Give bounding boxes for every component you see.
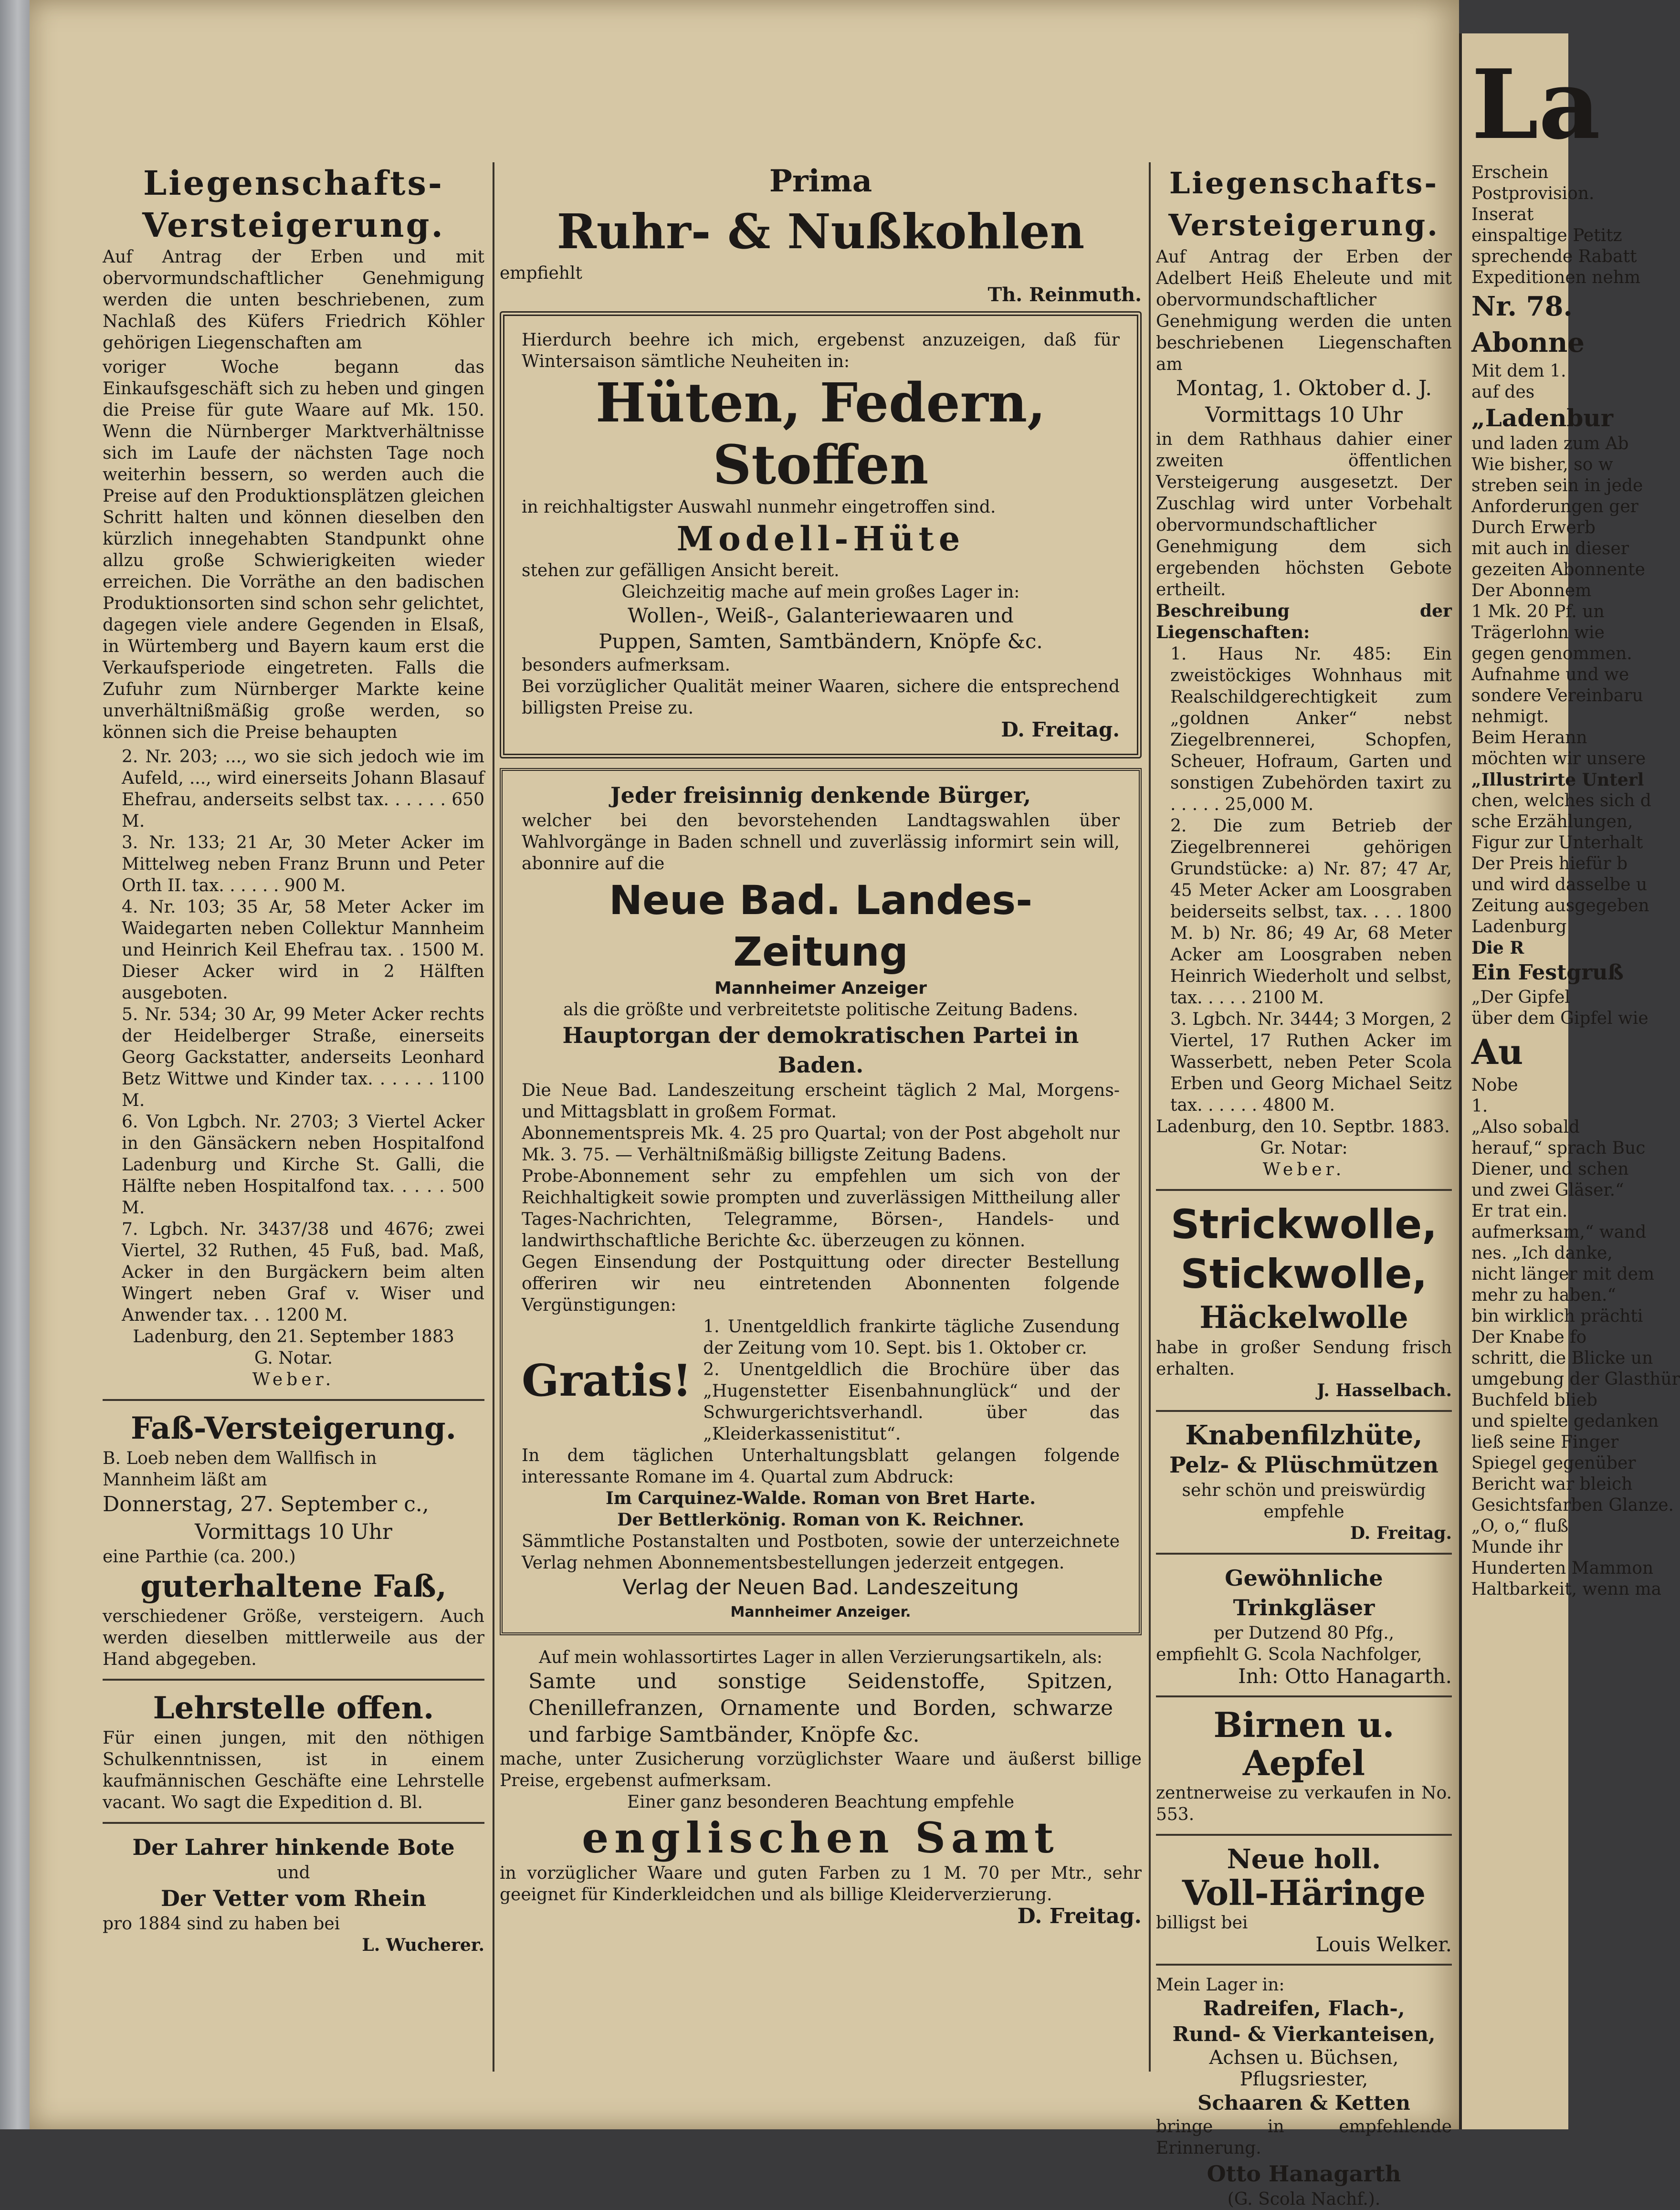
ad-line: per Dutzend 80 Pfg.,	[1213, 1623, 1395, 1643]
ad-text: Für einen jungen, mit den nöthigen Schulkenntnissen, ist in einem kaufmännischen Geschäfte eine Lehrstelle vacant. Wo sagt die Expedition d. Bl.	[103, 1728, 484, 1812]
ad-headline: Hüten, Federn, Stoffen	[595, 372, 1046, 496]
ad-office: G. Notar.	[254, 1348, 333, 1368]
fragment-line: nehmigt.	[1471, 707, 1549, 726]
fragment-line: auf des	[1471, 382, 1535, 402]
issue-number: Nr. 78.	[1471, 291, 1573, 322]
ad-signature: Weber.	[1262, 1160, 1345, 1179]
fragment-line: „Illustrirte Unterl	[1471, 770, 1644, 790]
fragment-line: gegen genommen.	[1471, 644, 1632, 663]
adjacent-page-fragment	[1459, 33, 1680, 2129]
fragment-line: Nobe	[1471, 1075, 1518, 1095]
ad-line: Mein Lager in:	[1156, 1975, 1285, 1995]
ad-item: Rund- & Vierkanteisen,	[1172, 2022, 1436, 2046]
ad-item: Achsen u. Büchsen, Pflugsriester,	[1209, 2047, 1399, 2090]
newspaper-subtitle: Mannheimer Anzeiger	[714, 979, 927, 998]
ad-date: Ladenburg, den 21. September 1883	[133, 1327, 454, 1347]
ad-headline: Voll-Häringe	[1182, 1873, 1426, 1913]
fragment-line: Figur zur Unterhalt	[1471, 833, 1643, 852]
fragment-line: Aufnahme und we	[1471, 665, 1629, 684]
ad-line: Probe-Abonnement sehr zu empfehlen um sich von der Reichhaltigkeit sowie prompten und zuverlässigen Mittheilung aller Tages-Nachrichten, Telegramme, Börsen-, Handels- und landwirthschaftliche Berichte &c. überzeugen zu können.	[522, 1167, 1120, 1251]
fragment-line: Erschein	[1471, 163, 1549, 182]
ad-line: B. Loeb neben dem Wallfisch in	[103, 1449, 377, 1468]
fragment-line: Ladenburg	[1471, 917, 1567, 937]
fragment-line: herauf,“ sprach Buc	[1471, 1138, 1646, 1158]
fragment-line: „O, o,“ fluß	[1471, 1516, 1569, 1536]
ad-office: Gr. Notar:	[1260, 1138, 1348, 1158]
ad-line: zentnerweise zu verkaufen in No. 553.	[1156, 1783, 1452, 1824]
ad-date-line: Donnerstag, 27. September c.,	[103, 1492, 429, 1516]
property-item: 4. Nr. 103; 35 Ar, 58 Meter Acker im Waidegarten neben Collektur Mannheim und Heinrich Keil Ehefrau tax. . 1500 M. Dieser Acker wird in 2 Hälften ausgeboten.	[122, 897, 484, 1003]
column-left	[103, 162, 484, 1956]
binding-strip	[0, 0, 30, 2129]
property-item: 2. Nr. 203; ..., wo sie sich jedoch wie im Aufeld, ..., wird einerseits Johann Blasauf Ehefrau, anderseits selbst tax. . . . . . 650 M.	[122, 747, 484, 831]
ad-line: und	[277, 1863, 310, 1883]
fragment-line: 1.	[1471, 1096, 1488, 1116]
ad-line: Bei vorzüglicher Qualität meiner Waaren, sichere die entsprechend billigsten Preise zu.	[522, 677, 1120, 718]
herring-ad	[1156, 1844, 1452, 1955]
fragment-line: Wie bisher, so w	[1471, 455, 1613, 474]
ad-line: verschiedener Größe, versteigern. Auch werden dieselben mittlerweile aus der Hand abgegeben.	[103, 1607, 484, 1669]
fragment-line: „Also sobald	[1471, 1117, 1580, 1137]
ad-date-line: Montag, 1. Oktober d. J.	[1176, 376, 1432, 400]
ad-line: welcher bei den bevorstehenden Landtagswahlen über Wahlvorgänge in Baden schnell und zuverlässig informirt sein will, abonnire auf die	[522, 811, 1120, 873]
ad-title: Lehrstelle offen.	[153, 1690, 434, 1726]
fragment-heading: Ein Festgruß	[1471, 960, 1624, 985]
almanac-ad	[103, 1832, 484, 1956]
ad-time-line: Vormittags 10 Uhr	[195, 1520, 392, 1544]
fragment-line: Expeditionen nehm	[1471, 268, 1641, 287]
ad-line: Auf mein wohlassortirtes Lager in allen Verzierungsartikeln, als:	[539, 1648, 1102, 1667]
ad-line: Die Neue Bad. Landeszeitung erscheint täglich 2 Mal, Morgens- und Mittagsblatt in großem Format.	[522, 1081, 1120, 1122]
ad-title: Der Lahrer hinkende Bote	[132, 1834, 455, 1860]
column-middle	[500, 162, 1142, 1927]
ad-line: sehr schön und preiswürdig empfehle	[1182, 1481, 1426, 1522]
ad-overlay-text: voriger Woche begann das Einkaufsgeschäft sich zu heben und gingen die Preise für gute Waare auf Mk. 150. Wenn die Nürnberger Marktverhältnisse sich im Laufe der nächsten Tage noch weiterhin bessern, so werden auch die Preise auf den Produktionsplätzen gleichen Schritt halten und können dieselben den kürzlich innegehabten Standpunkt ohne allzu große Schwierigkeiten wieder erreichen. Die Vorräthe an den badischen Produktionsorten sind schon sehr gelichtet, dagegen viele andere Gegenden in Elsaß, in Würtemberg und Bayern kaum erst die Verkaufsperiode eingetreten. Falls die Zufuhr zum Nürnberger Markte keine unverhältnißmäßig große werden, so können sich die Preise behaupten	[103, 358, 484, 742]
ad-line: pro 1884 sind zu haben bei	[103, 1914, 340, 1934]
column-rule	[493, 162, 494, 2072]
gratis-label: Gratis!	[522, 1355, 692, 1406]
fragment-line: Hunderten Mammon	[1471, 1558, 1654, 1578]
glasses-ad	[1156, 1563, 1452, 1687]
ad-intro: Auf Antrag der Erben der Adelbert Heiß Eheleute und mit obervormundschaftlicher Genehmigung werden die unten beschriebenen Liegenschaften am	[1156, 247, 1452, 374]
fragment-line: Beim Herann	[1471, 728, 1587, 747]
barrel-auction-ad	[103, 1410, 484, 1670]
fragment-line: Der Preis hiefür b	[1471, 854, 1628, 873]
ad-line: Einer ganz besonderen Beachtung empfehle	[627, 1792, 1015, 1812]
ad-line: in dem Rathhaus dahier einer zweiten öffentlichen Versteigerung ausgesetzt. Der Zuschlag wird unter Vorbehalt obervormundschaftlicher Genehmigung dem sich ergebenden höchsten Gebote ertheilt.	[1156, 430, 1452, 600]
ad-title: Gewöhnliche Trinkgläser	[1225, 1565, 1383, 1621]
ad-signature: Inh: Otto Hanagarth.	[1238, 1664, 1452, 1688]
ad-title-2: Versteigerung.	[1168, 208, 1439, 242]
ad-signature: Th. Reinmuth.	[987, 284, 1142, 306]
ad-signature-2: (G. Scola Nachf.).	[1227, 2189, 1381, 2209]
ad-intro: Auf Antrag der Erben und mit obervormundschaftlicher Genehmigung werden die unten beschriebenen, zum Nachlaß des Küfers Friedrich Köhler gehörigen Liegenschaften am	[103, 247, 484, 353]
fragment-line: und laden zum Ab	[1471, 434, 1629, 453]
fragment-line: sche Erzählungen,	[1471, 812, 1633, 831]
coal-ad	[500, 162, 1142, 305]
property-item: 3. Nr. 133; 21 Ar, 30 Meter Acker im Mittelweg neben Franz Brunn und Peter Orth II. tax. . . . . . 900 M.	[122, 833, 484, 895]
ad-line: besonders aufmerksam.	[522, 655, 731, 675]
gratis-list	[703, 1316, 1120, 1445]
ad-headline: guterhaltene Faß,	[140, 1568, 447, 1604]
fragment-line: Gesichtsfarben Glanze.	[1471, 1495, 1674, 1515]
ad-prima: Prima	[769, 163, 872, 199]
wool-ad	[1156, 1200, 1452, 1401]
ad-signature: Louis Welker.	[1315, 1933, 1452, 1956]
fragment-heading: Abonne	[1471, 327, 1585, 358]
fragment-line: sondere Vereinbaru	[1471, 686, 1643, 705]
ad-time-line: Vormittags 10 Uhr	[1205, 403, 1403, 427]
freitag-millinery-ad	[500, 311, 1142, 758]
divider	[1156, 1964, 1452, 1966]
publisher-line: Verlag der Neuen Bad. Landeszeitung	[622, 1575, 1019, 1600]
ad-subheadline: Modell-Hüte	[676, 519, 965, 558]
novel-2: Der Bettlerkönig. Roman von K. Reichner.	[617, 1510, 1024, 1530]
ad-line: In dem täglichen Unterhaltungsblatt gelangen folgende interessante Romane im 4. Quartal zum Abdruck:	[522, 1446, 1120, 1487]
divider	[1156, 1189, 1452, 1191]
fragment-line: nes. „Ich danke,	[1471, 1243, 1613, 1263]
ad-signature: J. Hasselbach.	[1317, 1380, 1452, 1400]
fragment-line: schritt, die Blicke un	[1471, 1348, 1653, 1368]
property-auction-ad-2	[1156, 162, 1452, 1180]
ad-title: Liegenschafts-	[1169, 166, 1439, 200]
property-item: 1. Haus Nr. 485: Ein zweistöckiges Wohnhaus mit Realschildgerechtigkeit zum „goldnen Anker“ nebst Ziegelbrennerei, Schopfen, Scheuer, Hofraum, Garten und sonstigen Zubehörden taxirt zu . . . . . 25,000 M.	[1170, 644, 1452, 814]
ad-signature: D. Freitag.	[1001, 718, 1120, 741]
column-right	[1156, 162, 1452, 2210]
ad-signature: D. Freitag.	[1350, 1523, 1452, 1543]
ad-headline: englischen Samt	[582, 1813, 1060, 1863]
ad-line: Gleichzeitig mache auf mein großes Lager in:	[621, 582, 1020, 602]
fragment-line: Er trat ein.	[1471, 1201, 1568, 1221]
novel-1: Im Carquinez-Walde. Roman von Bret Harte.	[606, 1488, 1036, 1508]
ad-line: Wollen-, Weiß-, Galanteriewaaren und	[628, 604, 1014, 627]
fragment-heading: Au	[1471, 1031, 1523, 1072]
divider	[1156, 1834, 1452, 1836]
ad-title: Faß-Versteigerung.	[130, 1410, 457, 1446]
ad-line: Sämmtliche Postanstalten und Postboten, sowie der unterzeichnete Verlag nehmen Abonnementsbestellungen jederzeit entgegen.	[522, 1532, 1120, 1573]
ad-line: stehen zur gefälligen Ansicht bereit.	[522, 561, 840, 580]
fragment-line: und wird dasselbe u	[1471, 875, 1648, 895]
fragment-line: Trägerlohn wie	[1471, 623, 1605, 642]
ad-line: als die größte und verbreitetste politische Zeitung Badens.	[563, 1000, 1078, 1020]
property-item: 5. Nr. 534; 30 Ar, 99 Meter Acker rechts der Heidelberger Straße, einerseits Georg Gackstatter, anderseits Leonhard Betz Wittwe und Kinder tax. . . . . . 1100 M.	[122, 1005, 484, 1110]
property-list	[103, 746, 484, 1326]
ad-line: habe in großer Sendung frisch erhalten.	[1156, 1338, 1452, 1379]
fragment-line: chen, welches sich d	[1471, 791, 1651, 810]
fragment-line: und zwei Gläser.“	[1471, 1180, 1624, 1200]
newspaper-name: Neue Bad. Landes-Zeitung	[609, 877, 1033, 975]
fragment-heading: „Ladenbur	[1471, 404, 1614, 432]
divider	[1156, 1410, 1452, 1412]
ad-date: Ladenburg, den 10. Septbr. 1883.	[1156, 1117, 1450, 1137]
ad-line: empfiehlt	[500, 263, 582, 283]
ad-line: Mannheim läßt am	[103, 1470, 267, 1490]
ad-headline: Ruhr- & Nußkohlen	[556, 203, 1085, 260]
divider	[1156, 1695, 1452, 1697]
ad-line: in vorzüglicher Waare und guten Farben zu 1 M. 70 per Mtr., sehr geeignet für Kinderkleidchen und als billige Kleiderverzierung.	[500, 1863, 1142, 1905]
ad-item: Schaaren & Ketten	[1197, 2091, 1410, 2115]
ad-title-2: Versteigerung.	[142, 205, 445, 245]
fruit-ad	[1156, 1706, 1452, 1825]
fragment-line: über dem Gipfel wie	[1471, 1009, 1648, 1028]
fragment-line: Inserat	[1471, 205, 1534, 224]
fragment-line: Durch Erwerb	[1471, 518, 1596, 537]
fragment-line: Bericht war bleich	[1471, 1474, 1633, 1494]
ad-subheading: Beschreibung der Liegenschaften:	[1156, 601, 1452, 642]
column-rule	[1149, 162, 1151, 2072]
ad-line: bringe in empfehlende Erinnerung.	[1156, 2117, 1452, 2158]
property-auction-ad-1	[103, 162, 484, 1390]
ad-intro: Hierdurch beehre ich mich, ergebenst anzuzeigen, daß für Wintersaison sämtliche Neuheiten in:	[522, 330, 1120, 371]
hats-ad	[1156, 1421, 1452, 1544]
ad-headline: Häckelwolle	[1199, 1300, 1408, 1336]
ad-item: Radreifen, Flach-,	[1203, 1997, 1405, 2020]
divider	[103, 1822, 484, 1824]
fragment-line: möchten wir unsere	[1471, 749, 1646, 768]
ad-signature: L. Wucherer.	[362, 1935, 484, 1955]
ad-line: Abonnementspreis Mk. 4. 25 pro Quartal; von der Post abgeholt nur Mk. 3. 75. — Verhältnißmäßig billigste Zeitung Badens.	[522, 1124, 1120, 1165]
ad-line: Gegen Einsendung der Postquittung oder directer Bestellung offeriren wir neu eintretenden Abonnenten folgende Vergünstigungen:	[522, 1252, 1120, 1315]
fragment-line: Die R	[1471, 938, 1524, 958]
fragment-line: Spiegel gegenüber	[1471, 1453, 1636, 1473]
property-item: 7. Lgbch. Nr. 3437/38 und 4676; zwei Viertel, 32 Ruthen, 45 Fuß, bad. Maß, Acker in den Burgäckern beim alten Wingert neben Graf v. Wiser und Anwender tax. . . 1200 M.	[122, 1220, 484, 1325]
fragment-line: Haltbarkeit, wenn ma	[1471, 1579, 1662, 1599]
fragment-line: mit auch in dieser	[1471, 539, 1629, 558]
fragment-line: und spielte gedanken	[1471, 1411, 1659, 1431]
fragment-line: nicht länger mit dem	[1471, 1264, 1655, 1284]
newspaper-page	[30, 0, 1459, 2209]
divider	[103, 1399, 484, 1401]
gratis-block	[522, 1316, 1120, 1445]
gratis-item: 2. Unentgeldlich die Brochüre über das „Hugenstetter Eisenbahnunglück“ und der Schwurgerichtsverhandl. über das „Kleiderkassenistitut“.	[703, 1360, 1120, 1444]
ad-signature: Weber.	[252, 1370, 335, 1389]
fragment-line: Zeitung ausgegeben	[1471, 896, 1649, 916]
ad-title: Neue holl.	[1227, 1843, 1381, 1875]
ad-line: billigst bei	[1156, 1913, 1248, 1933]
fragment-line: einspaltige Petitz	[1471, 226, 1622, 245]
fragment-line: mehr zu haben.“	[1471, 1285, 1616, 1305]
fragment-line: Postprovision.	[1471, 184, 1595, 203]
gratis-item: 1. Unentgeldlich frankirte tägliche Zusendung der Zeitung vom 10. Sept. bis 1. Oktober cr.	[703, 1317, 1120, 1358]
fragment-line: „Der Gipfel	[1471, 988, 1570, 1007]
fragment-line: Der Knabe fo	[1471, 1327, 1587, 1347]
ad-line: eine Parthie (ca. 200.)	[103, 1547, 296, 1567]
ad-line: empfiehlt G. Scola Nachfolger,	[1156, 1645, 1422, 1664]
property-item: 6. Von Lgbch. Nr. 2703; 3 Viertel Acker in den Gänsäckern neben Hospitalfond Ladenburg und Kirche St. Galli, die Hälfte neben Hospitalfond tax. . . . . 500 M.	[122, 1112, 484, 1218]
fragment-line: aufmerksam,“ wand	[1471, 1222, 1647, 1242]
fragment-line: umgebung der Glasthür	[1471, 1369, 1680, 1389]
fragment-line: gezeiten Abonnente	[1471, 560, 1645, 579]
ad-title: Knabenfilzhüte,	[1185, 1420, 1423, 1451]
ad-line: Puppen, Samten, Samtbändern, Knöpfe &c.	[598, 630, 1043, 653]
ad-title: Liegenschafts-	[143, 163, 444, 203]
ad-signature: Otto Hanagarth	[1207, 2161, 1401, 2187]
ad-title-2: Der Vetter vom Rhein	[160, 1885, 427, 1911]
iron-goods-ad	[1156, 1974, 1452, 2210]
ad-line: mache, unter Zusicherung vorzüglichster Waare und äußerst billige Preise, ergebenst aufmerksam.	[500, 1749, 1142, 1790]
fragment-line: sprechende Rabatt	[1471, 247, 1637, 266]
ad-line: in reichhaltigster Auswahl nunmehr eingetroffen sind.	[522, 497, 996, 517]
fragment-line: streben sein in jede	[1471, 476, 1643, 495]
freitag-trim-ad	[500, 1647, 1142, 1927]
fragment-line: Der Abonnem	[1471, 581, 1592, 600]
fragment-line: Mit dem 1.	[1471, 361, 1566, 381]
ad-headline: Stickwolle,	[1180, 1251, 1428, 1297]
ad-title: Birnen u. Aepfel	[1213, 1705, 1395, 1783]
property-item: 3. Lgbch. Nr. 3444; 3 Morgen, 2 Viertel, 17 Ruthen Acker im Wasserbett, neben Peter Scola Erben und Georg Michael Seitz tax. . . . . . 4800 M.	[1170, 1010, 1452, 1115]
ad-slogan: Hauptorgan der demokratischen Partei in Baden.	[562, 1022, 1079, 1078]
fragment-line: bin wirklich prächti	[1471, 1306, 1643, 1326]
fragment-line: ließ seine Finger	[1471, 1432, 1619, 1452]
publisher-subline: Mannheimer Anzeiger.	[730, 1604, 911, 1621]
ad-signature: D. Freitag.	[1017, 1904, 1142, 1928]
property-item: 2. Die zum Betrieb der Ziegelbrennerei gehörigen Grundstücke: a) Nr. 87; 47 Ar, 45 Meter Acker am Loosgraben beiderseits selbst, tax. . . . 1800 M. b) Nr. 86; 49 Ar, 68 Meter Acker am Loosgraben neben Heinrich Wiederholt und selbst, tax. . . . . 2100 M.	[1170, 816, 1452, 1008]
ad-line: Samte und sonstige Seidenstoffe, Spitzen, Chenillefranzen, Ornamente und Borden, schwarze und farbige Samtbänder, Knöpfe &c.	[528, 1669, 1113, 1747]
fragment-line: 1 Mk. 20 Pf. un	[1471, 602, 1605, 621]
fragment-line: Munde ihr	[1471, 1537, 1563, 1557]
ad-headline: Strickwolle,	[1170, 1201, 1438, 1248]
newspaper-subscription-ad	[500, 768, 1142, 1635]
divider	[1156, 1553, 1452, 1555]
ad-title: Jeder freisinnig denkende Bürger,	[610, 782, 1031, 808]
fragment-line: Anforderungen ger	[1471, 497, 1638, 516]
fragment-line: Buchfeld blieb	[1471, 1390, 1598, 1410]
divider	[103, 1679, 484, 1681]
fragment-line: Diener, und schen	[1471, 1159, 1629, 1179]
masthead-fragment: La	[1471, 49, 1601, 161]
apprenticeship-ad	[103, 1689, 484, 1813]
ad-subtitle: Pelz- & Plüschmützen	[1169, 1452, 1438, 1478]
